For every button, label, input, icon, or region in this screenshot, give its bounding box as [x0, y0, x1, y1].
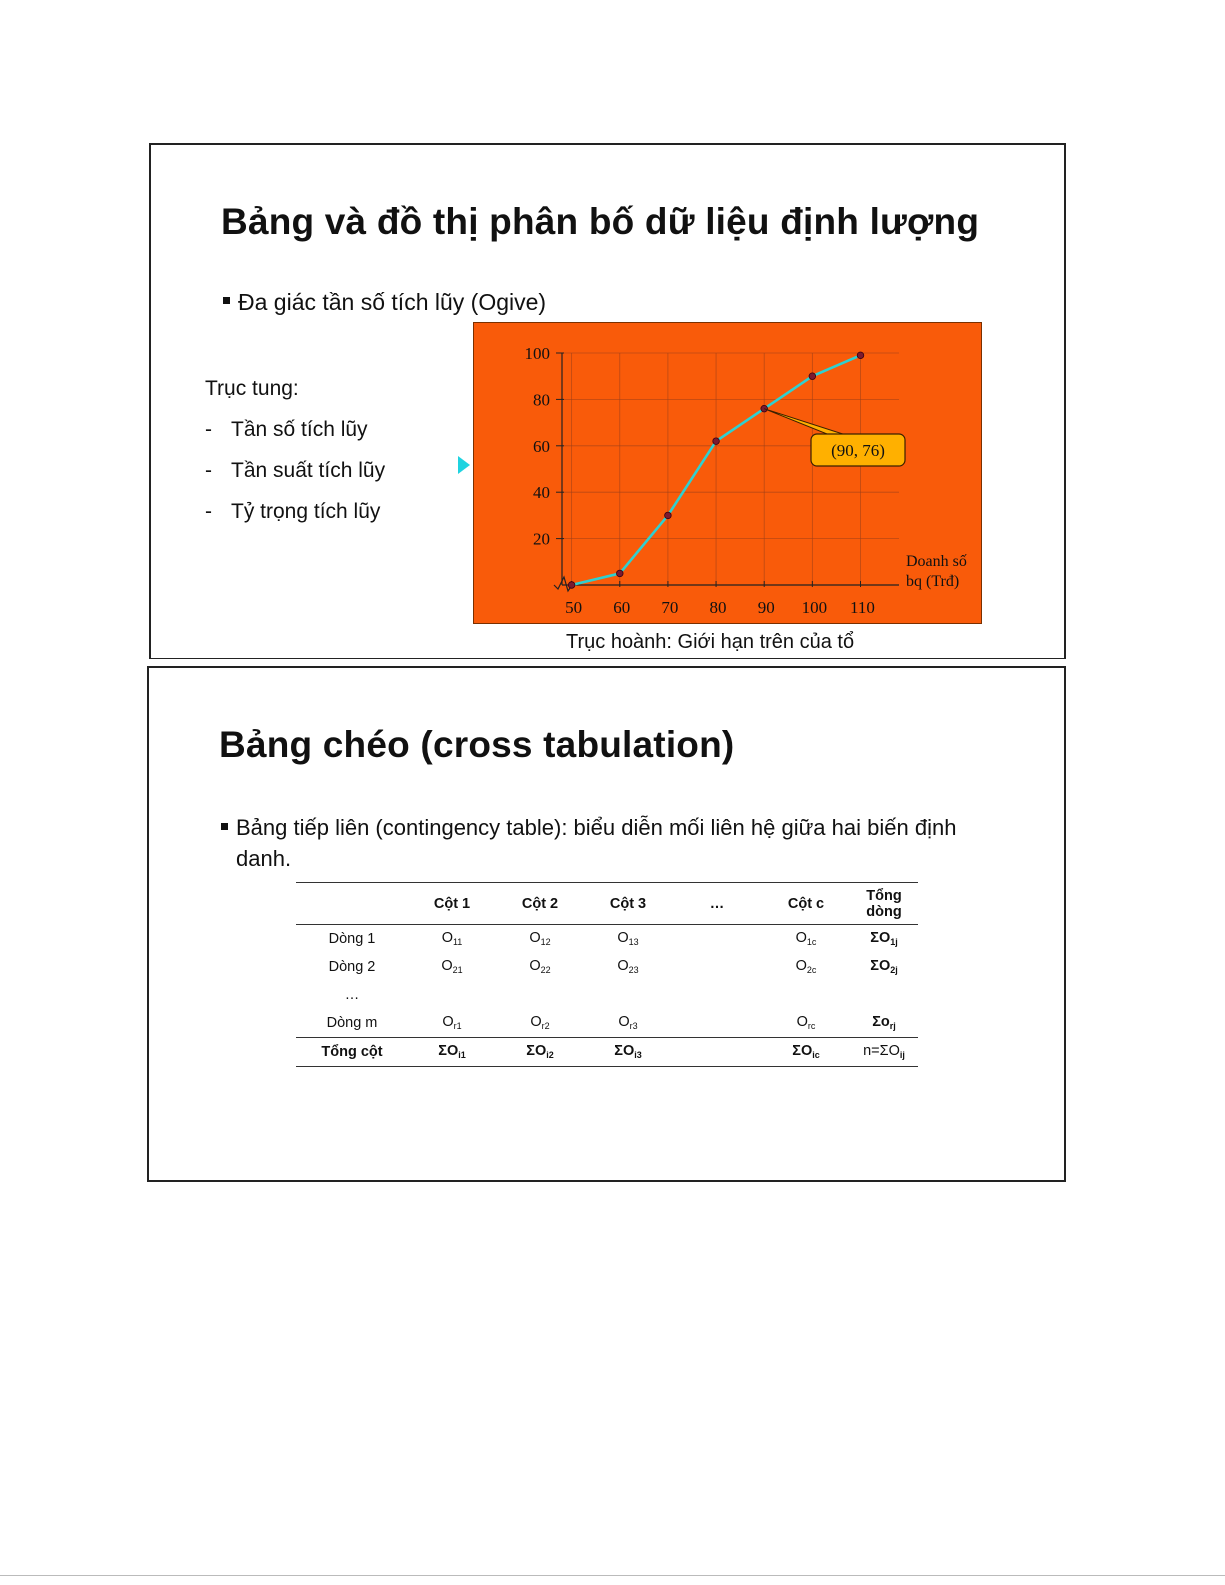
ogive-point: [809, 373, 816, 380]
header-cell: …: [672, 883, 762, 925]
bullet-ogive: [223, 289, 546, 316]
table-cell: $O_{2c}$: [795, 958, 817, 975]
play-triangle-icon: [458, 456, 470, 474]
table-cell: [496, 981, 584, 1009]
ogive-point: [616, 570, 623, 577]
table-cell: [672, 925, 762, 954]
yaxis-item: - Tần suất tích lũy: [205, 459, 386, 482]
table-row: [296, 981, 918, 1009]
table-cell: $\Sigma O_{2j}$: [870, 958, 898, 975]
bullet-text: Bảng tiếp liên (contingency table): biểu diễn mối liên hệ giữa hai biến định: [236, 815, 957, 840]
header-cell: Cột 1: [408, 883, 496, 925]
x-axis-label-line2: bq (Trđ): [906, 573, 960, 590]
table-cell: $O_{r2}$: [530, 1014, 550, 1031]
row-label: …: [344, 986, 360, 1003]
ogive-point: [665, 512, 672, 519]
table-cell: $n=\Sigma O_{ij}$: [850, 1038, 918, 1067]
table-header-row: [296, 883, 918, 925]
bullet-text: Đa giác tần số tích lũy (Ogive): [238, 289, 547, 315]
y-tick-label: 60: [533, 436, 550, 456]
table-total-row: [296, 1038, 918, 1067]
bullet-contingency: [221, 812, 956, 874]
x-tick-label: 60: [613, 598, 631, 617]
slide-ogive: [149, 143, 1066, 659]
x-tick-label: 90: [757, 598, 775, 617]
table-cell: $O_{13}$: [617, 930, 639, 947]
ogive-point: [713, 438, 720, 445]
row-label: Dòng 1: [328, 930, 376, 947]
y-tick-label: 40: [533, 483, 550, 503]
table-cell: [762, 981, 850, 1009]
bullet-square-icon: [223, 297, 230, 304]
contingency-table: [296, 882, 918, 1067]
callout-label: (90, 76): [831, 441, 885, 460]
xaxis-caption: Trục hoành: Giới hạn trên của tổ: [566, 631, 855, 653]
table-cell: $O_{12}$: [529, 930, 551, 947]
yaxis-item: - Tỷ trọng tích lũy: [205, 500, 381, 523]
x-tick-label: 50: [565, 598, 583, 617]
x-tick-label: 100: [801, 598, 828, 617]
table-cell: $\Sigma O_{i1}$: [408, 1038, 496, 1067]
row-label: Dòng 2: [328, 958, 376, 975]
header-cell: Cột c: [762, 883, 850, 925]
x-tick-label: 110: [850, 598, 875, 617]
table-cell: [672, 1038, 762, 1067]
yaxis-item: - Tần số tích lũy: [205, 418, 368, 441]
table-cell: $\Sigma O_{i2}$: [496, 1038, 584, 1067]
table-cell: $\Sigma O_{ic}$: [762, 1038, 850, 1067]
table-cell: [672, 953, 762, 981]
slide-cross-tabulation: [147, 666, 1066, 1182]
table-cell: [850, 981, 918, 1009]
row-label: Tổng cột: [296, 1038, 408, 1067]
table-cell: $O_{r3}$: [618, 1014, 638, 1031]
table-row: [296, 953, 918, 981]
ogive-point: [857, 352, 864, 359]
bullet-square-icon: [221, 823, 228, 830]
y-tick-label: 100: [524, 344, 550, 363]
table-row: [296, 1009, 918, 1038]
table-cell: $O_{23}$: [617, 958, 639, 975]
table-cell: [408, 981, 496, 1009]
header-cell: [296, 883, 408, 925]
table-cell: [584, 981, 672, 1009]
table-cell: [672, 981, 762, 1009]
x-tick-label: 70: [661, 598, 679, 617]
row-label: Dòng m: [326, 1014, 378, 1031]
table-cell: [672, 1009, 762, 1038]
header-cell: Cột 3: [584, 883, 672, 925]
page-bottom-rule: [0, 1575, 1225, 1576]
table-cell: $\Sigma o_{rj}$: [872, 1014, 896, 1031]
y-tick-label: 20: [533, 529, 550, 549]
table-cell: $O_{22}$: [529, 958, 551, 975]
y-tick-label: 80: [533, 390, 550, 410]
table-cell: $O_{rc}$: [796, 1014, 816, 1031]
ogive-chart: [473, 322, 982, 624]
callout-pointer: [764, 409, 849, 436]
table-cell: $O_{21}$: [441, 958, 463, 975]
table-cell: $O_{11}$: [441, 930, 463, 947]
table-row: [296, 925, 918, 954]
x-axis-label-line1: Doanh số: [906, 553, 967, 570]
yaxis-heading: Trục tung:: [205, 377, 299, 400]
x-tick-label: 80: [709, 598, 727, 617]
slide-title: Bảng và đồ thị phân bố dữ liệu định lượng: [221, 201, 980, 242]
yaxis-description: [205, 377, 385, 541]
ogive-point: [568, 582, 575, 589]
header-cell: Cột 2: [496, 883, 584, 925]
bullet-text-cont: danh.: [236, 846, 292, 871]
table-cell: $\Sigma O_{i3}$: [584, 1038, 672, 1067]
table-cell: $O_{r1}$: [442, 1014, 462, 1031]
ogive-chart-svg: [474, 323, 981, 623]
header-cell: Tổng dòng: [850, 883, 918, 925]
table-cell: $\Sigma O_{1j}$: [870, 930, 898, 947]
table-cell: $O_{1c}$: [795, 930, 817, 947]
slide-title: Bảng chéo (cross tabulation): [219, 724, 735, 765]
